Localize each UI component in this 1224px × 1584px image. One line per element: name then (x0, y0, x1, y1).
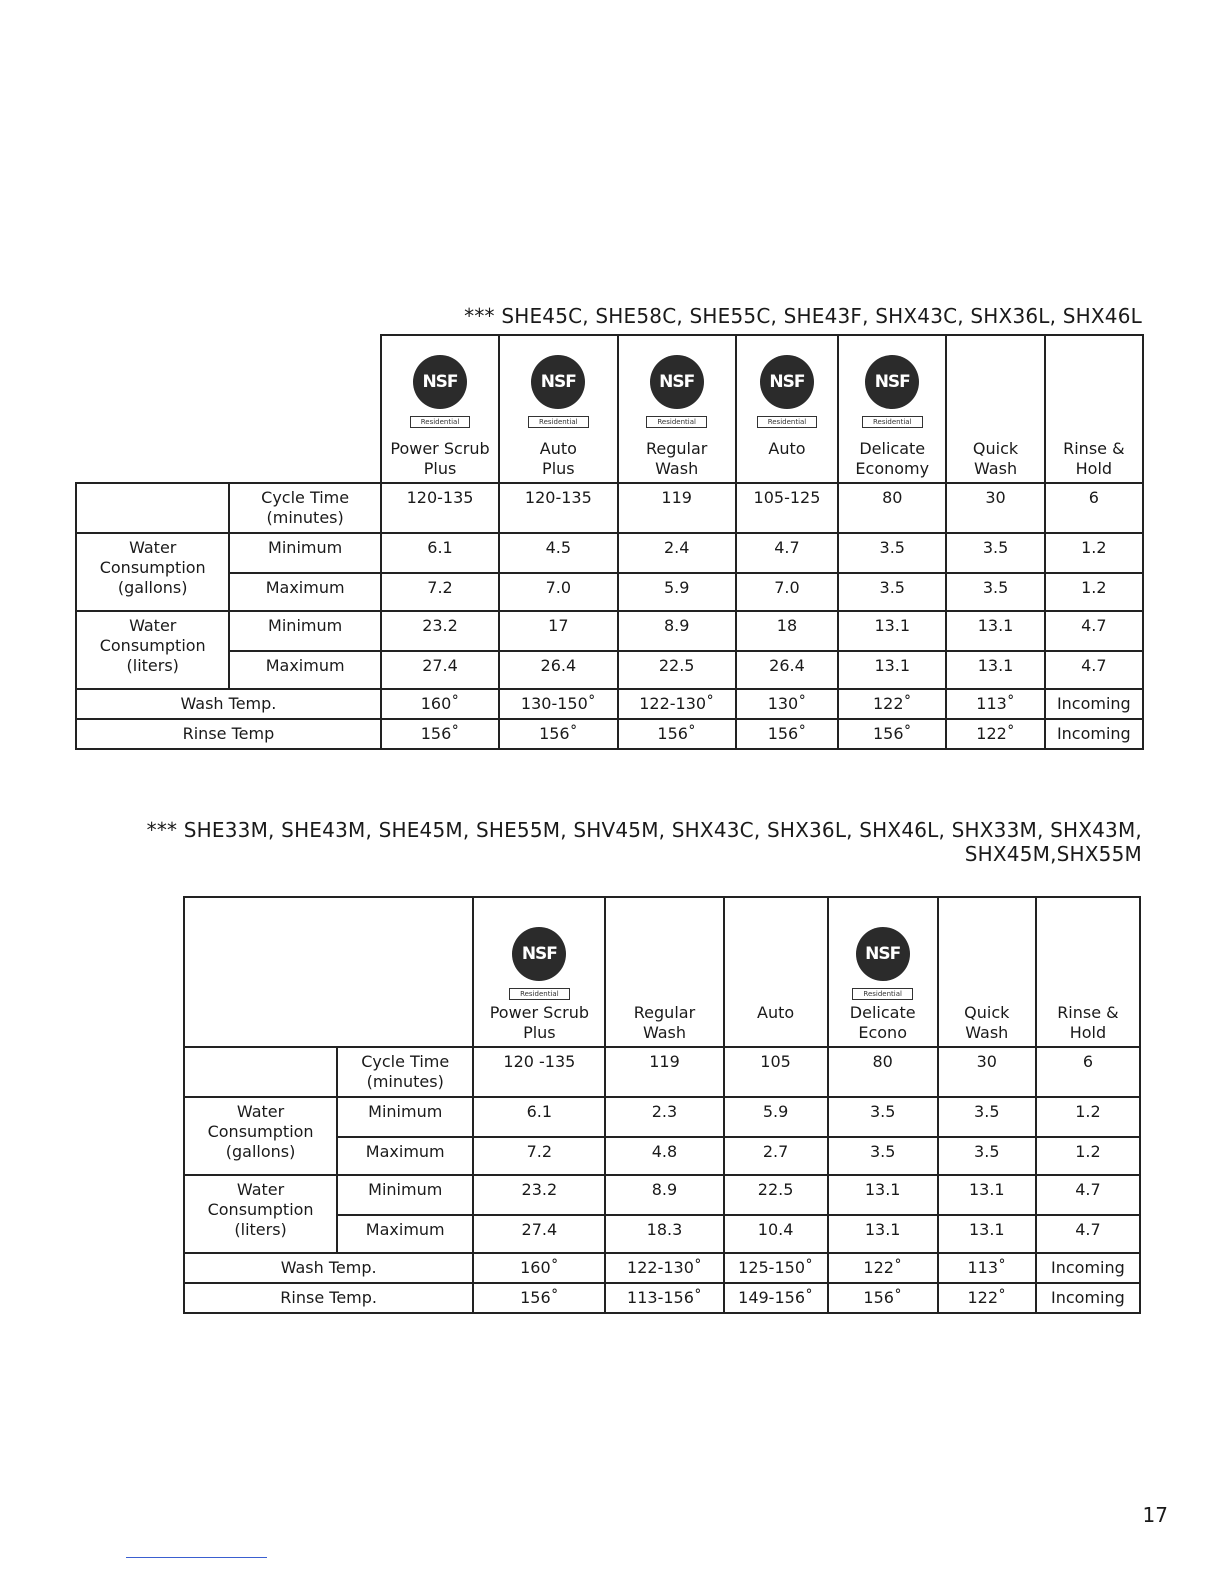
minimum-value: 8.9 (618, 611, 736, 651)
wash-temp-label: Wash Temp. (184, 1253, 473, 1283)
nsf-residential-logo (841, 355, 943, 429)
minimum-value: 4.5 (499, 533, 617, 573)
row-group-blank (184, 1047, 337, 1097)
label-line: (gallons) (225, 1142, 296, 1161)
column-label: Power Scrub (489, 1003, 589, 1022)
column-label: Regular (645, 439, 708, 458)
rinse-temp-row (184, 1283, 1140, 1313)
maximum-label: Maximum (337, 1137, 473, 1175)
rinse-temp-value: 122˚ (938, 1283, 1036, 1313)
water_l-min-row (76, 611, 1143, 651)
wash-temp-value: 130˚ (736, 689, 838, 719)
label-line: Consumption (207, 1122, 314, 1141)
table2-heading-line1: *** SHE33M, SHE43M, SHE45M, SHE55M, SHV45M, SHX43C, SHX36L, SHX46L, SHX33M, SHX43M, (146, 818, 1142, 842)
nsf-badge-text: Residential (410, 416, 471, 428)
rinse-temp-value: 122˚ (946, 719, 1044, 749)
wash-temp-label: Wash Temp. (76, 689, 381, 719)
minimum-value: 13.1 (828, 1175, 938, 1215)
nsf-residential-logo (384, 355, 496, 429)
label-line: Cycle Time (361, 1052, 450, 1071)
water_l-group-label (184, 1175, 337, 1253)
cycle-time-value: 120-135 (381, 483, 499, 533)
maximum-value: 7.0 (736, 573, 838, 611)
minimum-value: 8.9 (605, 1175, 723, 1215)
wash-temp-value: 113˚ (938, 1253, 1036, 1283)
column-label: Regular (633, 1003, 696, 1022)
nsf-badge-text: Residential (852, 988, 913, 1000)
nsf-residential-logo (502, 355, 614, 429)
minimum-value: 1.2 (1036, 1097, 1140, 1137)
wash-temp-row (76, 689, 1143, 719)
maximum-value: 7.2 (381, 573, 499, 611)
maximum-value: 13.1 (946, 651, 1044, 689)
maximum-value: 3.5 (828, 1137, 938, 1175)
column-header (828, 897, 938, 1047)
header-row (76, 335, 1143, 483)
wash-temp-value: 160˚ (381, 689, 499, 719)
header-corner (76, 335, 381, 483)
column-label: Rinse & (1063, 439, 1125, 458)
nsf-residential-logo (476, 927, 602, 1001)
wash-temp-value: 122˚ (828, 1253, 938, 1283)
wash-temp-value: Incoming (1045, 689, 1143, 719)
table2-heading-line2: SHX45M,SHX55M (964, 842, 1142, 866)
minimum-value: 4.7 (1045, 611, 1143, 651)
nsf-badge-text: Residential (757, 416, 818, 428)
cycle-time-value: 6 (1036, 1047, 1140, 1097)
label-line: Cycle Time (261, 488, 350, 507)
minimum-value: 17 (499, 611, 617, 651)
nsf-logo-text: NSF (856, 927, 910, 981)
column-header (938, 897, 1036, 1047)
nsf-logo-text: NSF (650, 355, 704, 409)
rinse-temp-value: 156˚ (473, 1283, 605, 1313)
column-header (838, 335, 946, 483)
label-line: (gallons) (117, 578, 188, 597)
column-header (736, 335, 838, 483)
cycle-time-label (337, 1047, 473, 1097)
wash-temp-row (184, 1253, 1140, 1283)
rinse-temp-label: Rinse Temp. (184, 1283, 473, 1313)
minimum-label: Minimum (229, 611, 380, 651)
column-header (605, 897, 723, 1047)
maximum-value: 1.2 (1036, 1137, 1140, 1175)
table2-heading (142, 818, 1142, 866)
minimum-value: 18 (736, 611, 838, 651)
maximum-value: 26.4 (736, 651, 838, 689)
maximum-value: 3.5 (838, 573, 946, 611)
header-row (184, 897, 1140, 1047)
column-header (946, 335, 1044, 483)
maximum-label: Maximum (229, 573, 380, 611)
nsf-badge-text: Residential (862, 416, 923, 428)
minimum-value: 13.1 (938, 1175, 1036, 1215)
cycle-time-value: 119 (618, 483, 736, 533)
minimum-value: 13.1 (838, 611, 946, 651)
minimum-value: 4.7 (736, 533, 838, 573)
minimum-value: 1.2 (1045, 533, 1143, 573)
maximum-value: 7.2 (473, 1137, 605, 1175)
minimum-value: 3.5 (828, 1097, 938, 1137)
cycle-time-value: 119 (605, 1047, 723, 1097)
wash-temp-value: 160˚ (473, 1253, 605, 1283)
label-line: Consumption (207, 1200, 314, 1219)
label-line: Water (236, 1102, 285, 1121)
column-label-line2: Plus (423, 459, 457, 478)
column-label-line2: Plus (542, 459, 575, 478)
cycle-spec-table-1 (75, 334, 1144, 750)
wash-temp-value: Incoming (1036, 1253, 1140, 1283)
minimum-value: 3.5 (838, 533, 946, 573)
maximum-value: 1.2 (1045, 573, 1143, 611)
water_l-group-label (76, 611, 229, 689)
column-label: Auto (539, 439, 577, 458)
rinse-temp-value: 156˚ (381, 719, 499, 749)
rinse-temp-value: 156˚ (838, 719, 946, 749)
maximum-value: 4.7 (1036, 1215, 1140, 1253)
cycle-time-label (229, 483, 380, 533)
water_gal-min-row (76, 533, 1143, 573)
maximum-label: Maximum (229, 651, 380, 689)
maximum-value: 27.4 (473, 1215, 605, 1253)
label-line: Water (236, 1180, 285, 1199)
water_gal-group-label (184, 1097, 337, 1175)
cycle-time-value: 30 (946, 483, 1044, 533)
column-label-line2 (727, 1023, 825, 1043)
nsf-residential-logo (621, 355, 733, 429)
minimum-value: 2.3 (605, 1097, 723, 1137)
column-label-line2: Econo (858, 1023, 907, 1042)
nsf-badge-text: Residential (646, 416, 707, 428)
maximum-value: 4.7 (1045, 651, 1143, 689)
column-label-line2: Wash (655, 459, 699, 478)
minimum-value: 6.1 (381, 533, 499, 573)
column-label-line2: Economy (855, 459, 930, 478)
label-line: Consumption (99, 636, 206, 655)
cycle-time-value: 105 (724, 1047, 828, 1097)
wash-temp-value: 113˚ (946, 689, 1044, 719)
rinse-temp-value: Incoming (1036, 1283, 1140, 1313)
column-label: Rinse & (1057, 1003, 1119, 1022)
water_gal-group-label (76, 533, 229, 611)
rinse-temp-value: 156˚ (736, 719, 838, 749)
minimum-label: Minimum (229, 533, 380, 573)
maximum-value: 3.5 (938, 1137, 1036, 1175)
column-header (724, 897, 828, 1047)
maximum-value: 18.3 (605, 1215, 723, 1253)
label-line: (liters) (234, 1220, 287, 1239)
rinse-temp-value: 156˚ (499, 719, 617, 749)
nsf-logo-text: NSF (512, 927, 566, 981)
rinse-temp-value: 113-156˚ (605, 1283, 723, 1313)
cycle-time-row (184, 1047, 1140, 1097)
maximum-value: 5.9 (618, 573, 736, 611)
column-header (1036, 897, 1140, 1047)
cycle-spec-table-2 (183, 896, 1141, 1314)
wash-temp-value: 130-150˚ (499, 689, 617, 719)
cycle-time-value: 120 -135 (473, 1047, 605, 1097)
maximum-value: 7.0 (499, 573, 617, 611)
water_gal-min-row (184, 1097, 1140, 1137)
cycle-time-value: 105-125 (736, 483, 838, 533)
cycle-time-value: 6 (1045, 483, 1143, 533)
column-header (381, 335, 499, 483)
maximum-value: 13.1 (838, 651, 946, 689)
maximum-value: 3.5 (946, 573, 1044, 611)
column-header (499, 335, 617, 483)
cycle-time-value: 30 (938, 1047, 1036, 1097)
column-label-line2: Wash (974, 459, 1018, 478)
page-number: 17 (1142, 1503, 1168, 1527)
column-label: Auto (757, 1003, 795, 1022)
maximum-value: 4.8 (605, 1137, 723, 1175)
column-label-line2: Wash (642, 1023, 687, 1042)
minimum-value: 3.5 (946, 533, 1044, 573)
wash-temp-value: 122-130˚ (605, 1253, 723, 1283)
minimum-value: 23.2 (473, 1175, 605, 1215)
label-line: (minutes) (366, 1072, 444, 1091)
rinse-temp-row (76, 719, 1143, 749)
maximum-value: 2.7 (724, 1137, 828, 1175)
maximum-value: 10.4 (724, 1215, 828, 1253)
minimum-value: 23.2 (381, 611, 499, 651)
minimum-value: 22.5 (724, 1175, 828, 1215)
column-label: Quick (964, 1003, 1010, 1022)
rinse-temp-value: 149-156˚ (724, 1283, 828, 1313)
minimum-label: Minimum (337, 1097, 473, 1137)
maximum-value: 13.1 (938, 1215, 1036, 1253)
rinse-temp-value: 156˚ (828, 1283, 938, 1313)
maximum-label: Maximum (337, 1215, 473, 1253)
maximum-value: 27.4 (381, 651, 499, 689)
table1-heading: *** SHE45C, SHE58C, SHE55C, SHE43F, SHX43C, SHX36L, SHX46L (464, 304, 1142, 328)
column-label-line2: Plus (523, 1023, 556, 1042)
column-label-line2: Hold (1075, 459, 1113, 478)
maximum-value: 13.1 (828, 1215, 938, 1253)
rinse-temp-value: Incoming (1045, 719, 1143, 749)
label-line: Water (129, 538, 177, 557)
label-line: Water (129, 616, 177, 635)
minimum-value: 3.5 (938, 1097, 1036, 1137)
maximum-value: 26.4 (499, 651, 617, 689)
minimum-value: 6.1 (473, 1097, 605, 1137)
wash-temp-value: 125-150˚ (724, 1253, 828, 1283)
wash-temp-value: 122˚ (838, 689, 946, 719)
row-group-blank (76, 483, 229, 533)
nsf-residential-logo (831, 927, 935, 1001)
column-header (618, 335, 736, 483)
nsf-badge-text: Residential (509, 988, 570, 1000)
column-label-line2: Wash (965, 1023, 1009, 1042)
cycle-time-value: 80 (838, 483, 946, 533)
minimum-label: Minimum (337, 1175, 473, 1215)
maximum-value: 22.5 (618, 651, 736, 689)
label-line: Consumption (99, 558, 206, 577)
water_gal-max-row (76, 573, 1143, 611)
water_l-min-row (184, 1175, 1140, 1215)
column-header (473, 897, 605, 1047)
nsf-logo-text: NSF (531, 355, 585, 409)
nsf-logo-text: NSF (760, 355, 814, 409)
column-label-line2 (739, 459, 835, 479)
wash-temp-value: 122-130˚ (618, 689, 736, 719)
column-label-line2: Hold (1069, 1023, 1107, 1042)
cycle-time-row (76, 483, 1143, 533)
nsf-badge-text: Residential (528, 416, 589, 428)
column-label: Power Scrub (390, 439, 490, 458)
cycle-time-value: 120-135 (499, 483, 617, 533)
water_l-max-row (76, 651, 1143, 689)
cycle-time-value: 80 (828, 1047, 938, 1097)
column-label: Quick (972, 439, 1019, 458)
header-corner (184, 897, 473, 1047)
column-label: Auto (768, 439, 806, 458)
nsf-residential-logo (739, 355, 835, 429)
minimum-value: 13.1 (946, 611, 1044, 651)
column-label: Delicate (859, 439, 926, 458)
nsf-logo-text: NSF (865, 355, 919, 409)
column-header (1045, 335, 1143, 483)
minimum-value: 4.7 (1036, 1175, 1140, 1215)
footer-rule (126, 1557, 267, 1558)
minimum-value: 5.9 (724, 1097, 828, 1137)
nsf-logo-text: NSF (413, 355, 467, 409)
label-line: (liters) (126, 656, 179, 675)
rinse-temp-value: 156˚ (618, 719, 736, 749)
column-label: Delicate (849, 1003, 916, 1022)
rinse-temp-label: Rinse Temp (76, 719, 381, 749)
minimum-value: 2.4 (618, 533, 736, 573)
label-line: (minutes) (266, 508, 344, 527)
